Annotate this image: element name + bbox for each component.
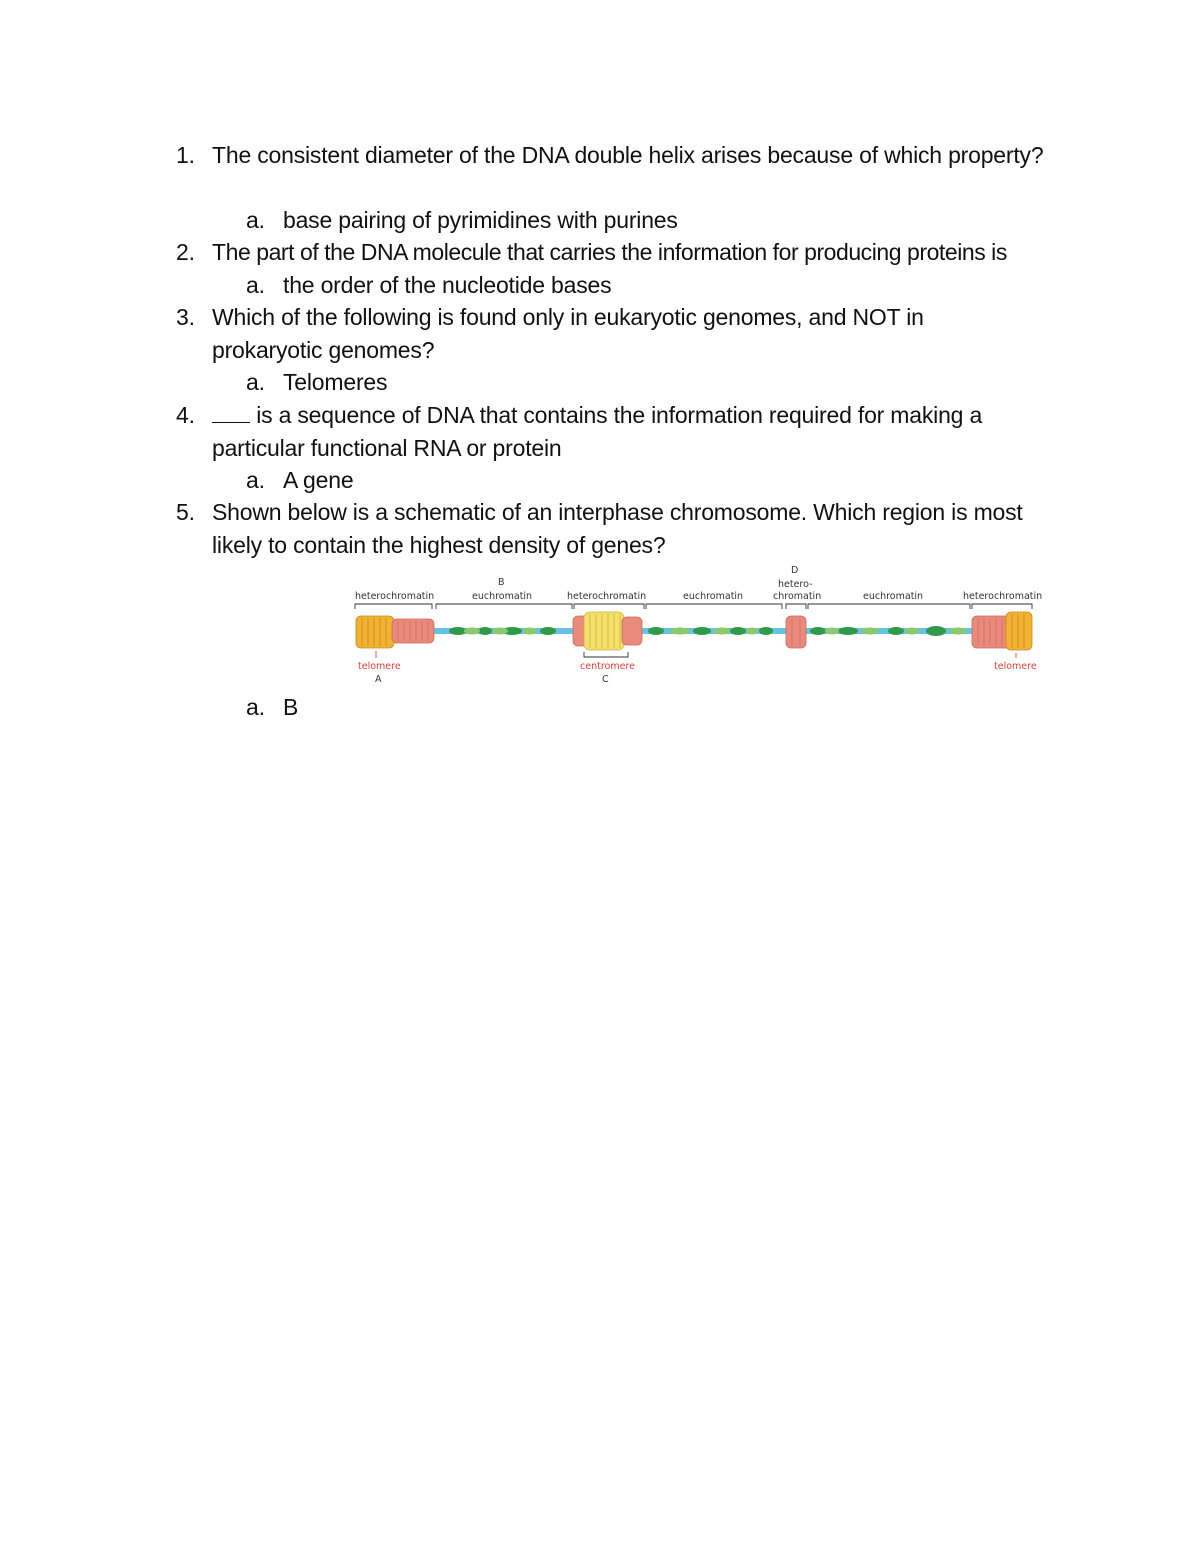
question-text — [212, 399, 1036, 464]
answer-1 — [246, 204, 678, 237]
label-letter-A: A — [375, 674, 382, 685]
label-euchromatin-2: euchromatin — [683, 591, 744, 602]
label-letter-D: D — [791, 565, 799, 576]
centromere-bracket — [584, 652, 628, 657]
question-number: 2. — [176, 239, 195, 265]
answer-letter: a. — [246, 207, 265, 233]
label-heterochromatin-4: heterochromatin — [963, 591, 1043, 602]
label-euchromatin-3: euchromatin — [863, 591, 924, 602]
label-letter-B: B — [498, 577, 505, 588]
answer-text: base pairing of pyrimidines with purines — [283, 207, 678, 233]
answer-text: A gene — [283, 467, 354, 493]
question-text: Which of the following is found only in eukaryotic genomes, and NOT in prokaryotic genomes? — [212, 304, 924, 363]
label-heterochromatin-3-line2: chromatin — [773, 591, 822, 602]
dna-strand — [430, 626, 975, 636]
answer-letter: a. — [246, 272, 265, 298]
telomere-left-block — [356, 616, 434, 648]
question-3 — [176, 301, 976, 366]
answer-4 — [246, 464, 353, 497]
answer-letter: a. — [246, 694, 265, 720]
question-text: The consistent diameter of the DNA double helix arises because of which property? — [212, 142, 1044, 168]
answer-3 — [246, 366, 387, 399]
label-centromere: centromere — [580, 661, 635, 672]
question-2 — [176, 236, 1086, 269]
answer-2 — [246, 269, 611, 302]
region-brackets — [355, 604, 1032, 609]
pointer-ticks — [376, 651, 1016, 658]
question-text: The part of the DNA molecule that carries the information for producing proteins is — [212, 239, 1007, 265]
question-5 — [176, 496, 1056, 561]
fill-in-blank — [212, 402, 250, 423]
question-4 — [176, 399, 1036, 464]
answer-5 — [246, 691, 298, 724]
centromere-block — [573, 612, 642, 650]
heterochromatin-d-block — [786, 616, 806, 648]
telomere-right-block — [972, 612, 1032, 650]
question-text-after-blank: is a sequence of DNA that contains the information required for making a particular functional RNA or protein — [212, 402, 983, 461]
label-letter-C: C — [602, 674, 609, 685]
answer-letter: a. — [246, 369, 265, 395]
chromosome-diagram — [350, 562, 1050, 690]
label-heterochromatin-2: heterochromatin — [567, 591, 647, 602]
label-heterochromatin-3-line1: hetero- — [778, 579, 813, 590]
answer-text: B — [283, 694, 299, 720]
answer-text: Telomeres — [283, 369, 388, 395]
question-number: 1. — [176, 142, 195, 168]
question-1 — [176, 139, 1076, 172]
label-heterochromatin-1: heterochromatin — [355, 591, 435, 602]
question-number: 4. — [176, 402, 195, 428]
question-number: 3. — [176, 304, 195, 330]
answer-letter: a. — [246, 467, 265, 493]
answer-text: the order of the nucleotide bases — [283, 272, 612, 298]
label-euchromatin-1: euchromatin — [472, 591, 533, 602]
label-telomere-left: telomere — [358, 661, 401, 672]
question-text: Shown below is a schematic of an interphase chromosome. Which region is most likely to contain the highest density of genes? — [212, 499, 1023, 558]
label-telomere-right: telomere — [994, 661, 1037, 672]
question-number: 5. — [176, 499, 195, 525]
